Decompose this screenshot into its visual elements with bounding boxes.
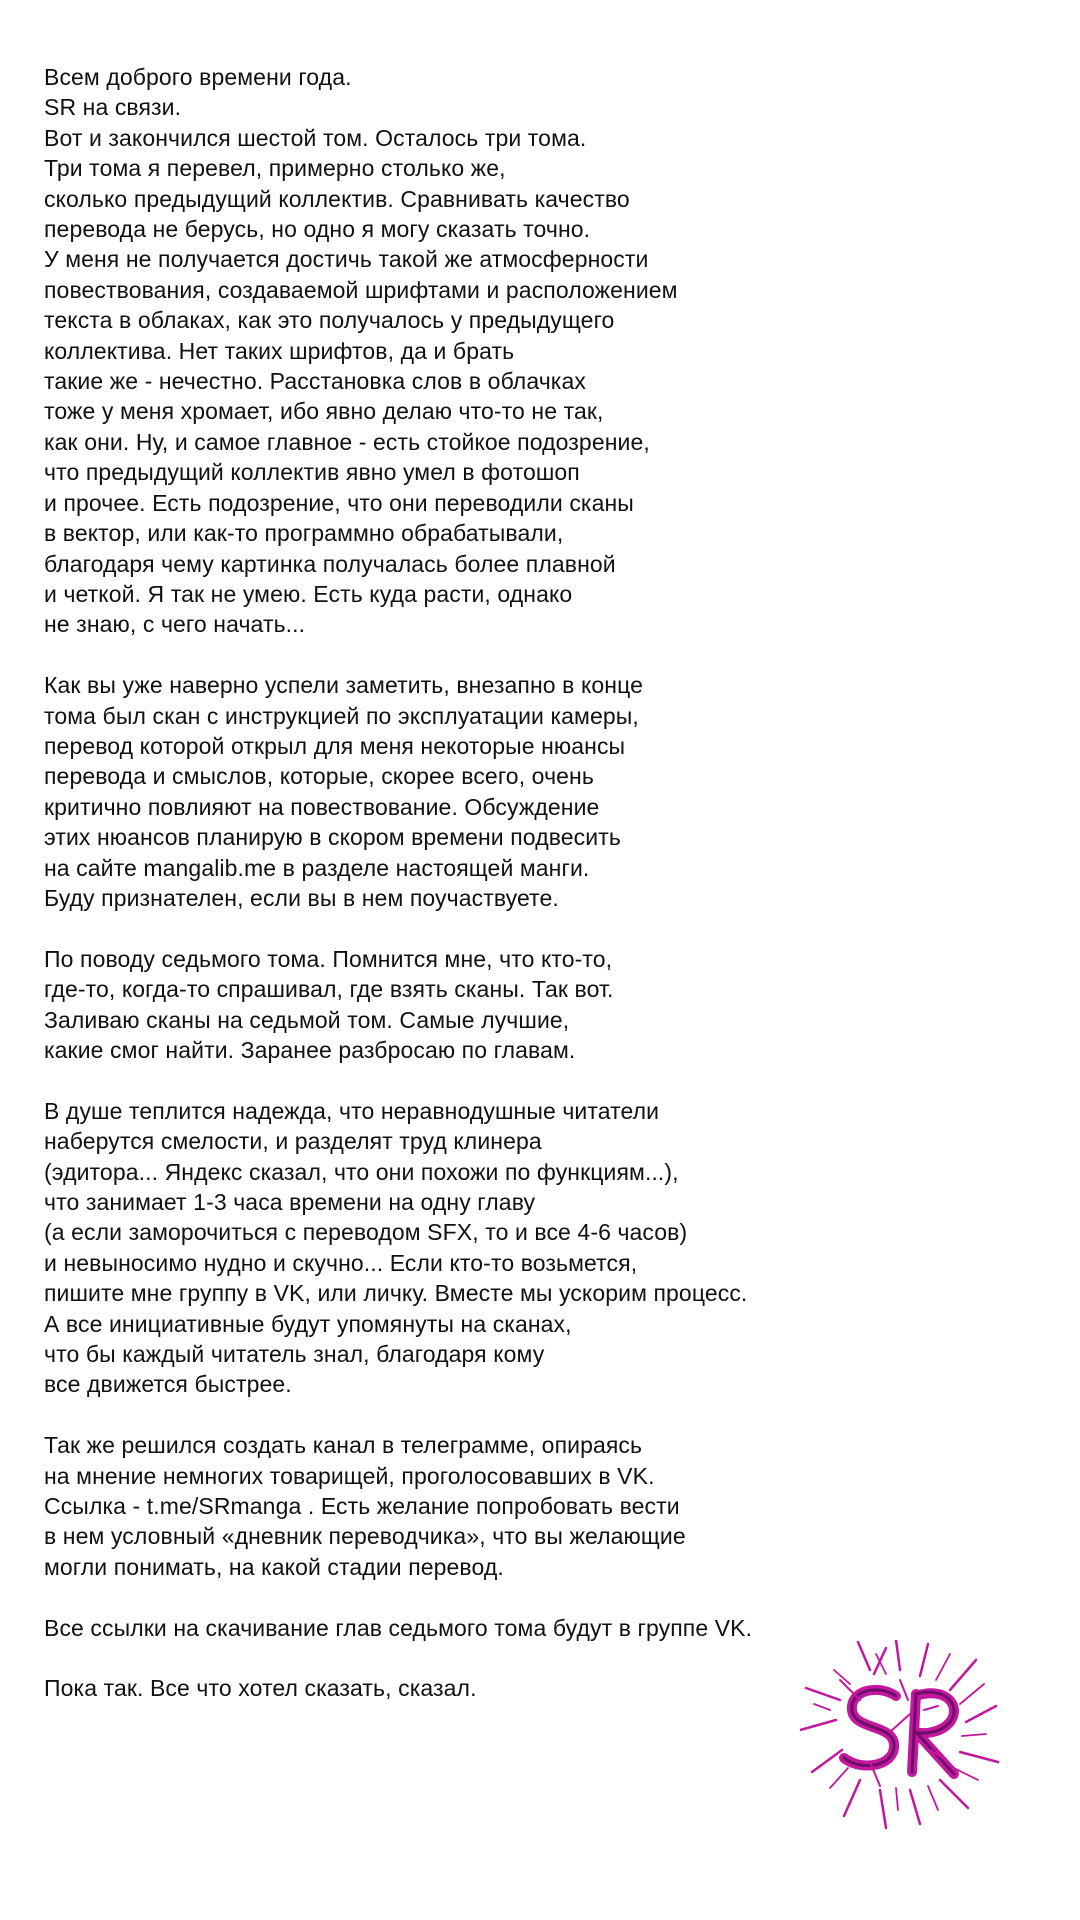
- letter-line: Буду признателен, если вы в нем поучаствуете.: [44, 884, 559, 911]
- letter-paragraph: [44, 62, 804, 640]
- letter-line: Заливаю сканы на седьмой том. Самые лучшие,: [44, 1006, 570, 1033]
- letter-line: Все ссылки на скачивание глав седьмого тома будут в группе VK.: [44, 1614, 753, 1641]
- letter-line: на мнение немногих товарищей, проголосовавших в VK.: [44, 1462, 655, 1489]
- letter-line: (эдитора... Яндекс сказал, что они похожи по функциям...),: [44, 1158, 679, 1185]
- letter-line: могли понимать, на какой стадии перевод.: [44, 1553, 504, 1580]
- letter-line: и прочее. Есть подозрение, что они переводили сканы: [44, 489, 634, 516]
- letter-paragraph: [44, 944, 804, 1066]
- letter-line: Три тома я перевел, примерно столько же,: [44, 155, 506, 182]
- sr-signature-logo-icon: [800, 1640, 1000, 1830]
- letter-line: в вектор, или как-то программно обрабатывали,: [44, 520, 564, 547]
- letter-line: и невыносимо нудно и скучно... Если кто-то возьмется,: [44, 1249, 638, 1276]
- signature-thorns: [800, 1640, 998, 1828]
- letter-line: У меня не получается достичь такой же атмосферности: [44, 246, 649, 273]
- letter-paragraph: [44, 1096, 804, 1400]
- letter-line: такие же - нечестно. Расстановка слов в облачках: [44, 368, 586, 395]
- letter-line: этих нюансов планирую в скором времени подвесить: [44, 824, 621, 851]
- letter-line: SR на связи.: [44, 94, 182, 121]
- letter-line: какие смог найти. Заранее разбросаю по главам.: [44, 1036, 576, 1063]
- letter-line: сколько предыдущий коллектив. Сравнивать качество: [44, 185, 630, 212]
- letter-paragraph: [44, 1430, 804, 1582]
- letter-line: что занимает 1-3 часа времени на одну главу: [44, 1188, 536, 1215]
- letter-line: Пока так. Все что хотел сказать, сказал.: [44, 1675, 477, 1702]
- letter-line: пишите мне группу в VK, или личку. Вместе мы ускорим процесс.: [44, 1280, 748, 1307]
- letter-line: повествования, создаваемой шрифтами и расположением: [44, 276, 678, 303]
- letter-line: тома был скан с инструкцией по эксплуатации камеры,: [44, 702, 639, 729]
- letter-line: как они. Ну, и самое главное - есть стойкое подозрение,: [44, 428, 650, 455]
- letter-line: критично повлияют на повествование. Обсуждение: [44, 793, 600, 820]
- thorn: [800, 1640, 998, 1828]
- letter-body: [44, 62, 804, 1734]
- letter-line: не знаю, с чего начать...: [44, 611, 306, 638]
- letter-paragraph: [44, 670, 804, 913]
- letter-line: перевода и смыслов, которые, скорее всего, очень: [44, 763, 594, 790]
- letter-paragraph: [44, 1613, 804, 1643]
- letter-line: на сайте mangalib.me в разделе настоящей манги.: [44, 854, 590, 881]
- letter-line: А все инициативные будут упомянуты на сканах,: [44, 1310, 572, 1337]
- letter-line: Вот и закончился шестой том. Осталось три тома.: [44, 124, 587, 151]
- letter-line: перевод которой открыл для меня некоторые нюансы: [44, 732, 626, 759]
- letter-line: благодаря чему картинка получалась более плавной: [44, 550, 616, 577]
- letter-line: По поводу седьмого тома. Помнится мне, что кто-то,: [44, 945, 613, 972]
- letter-line: текста в облаках, как это получалось у предыдущего: [44, 307, 615, 334]
- letter-line: Так же решился создать канал в телеграмме, опираясь: [44, 1432, 643, 1459]
- letter-line: наберутся смелости, и разделят труд клинера: [44, 1128, 542, 1155]
- letter-line: что бы каждый читатель знал, благодаря кому: [44, 1341, 545, 1368]
- letter-line: Ссылка - t.me/SRmanga . Есть желание попробовать вести: [44, 1493, 680, 1520]
- letter-line: перевода не берусь, но одно я могу сказать точно.: [44, 216, 591, 243]
- letter-line: все движется быстрее.: [44, 1371, 292, 1398]
- letter-line: коллектива. Нет таких шрифтов, да и брать: [44, 337, 515, 364]
- letter-paragraph: [44, 1673, 804, 1703]
- letter-line: Как вы уже наверно успели заметить, внезапно в конце: [44, 672, 643, 699]
- letter-line: где-то, когда-то спрашивал, где взять сканы. Так вот.: [44, 976, 614, 1003]
- letter-line: тоже у меня хромает, ибо явно делаю что-то не так,: [44, 398, 604, 425]
- letter-line: В душе теплится надежда, что неравнодушные читатели: [44, 1097, 660, 1124]
- letter-line: в нем условный «дневник переводчика», что вы желающие: [44, 1523, 686, 1550]
- letter-line: (а если заморочиться с переводом SFX, то и все 4-6 часов): [44, 1219, 688, 1246]
- letter-line: Всем доброго времени года.: [44, 64, 352, 90]
- letter-line: что предыдущий коллектив явно умел в фотошоп: [44, 459, 580, 486]
- letter-line: и четкой. Я так не умею. Есть куда расти, однако: [44, 580, 573, 607]
